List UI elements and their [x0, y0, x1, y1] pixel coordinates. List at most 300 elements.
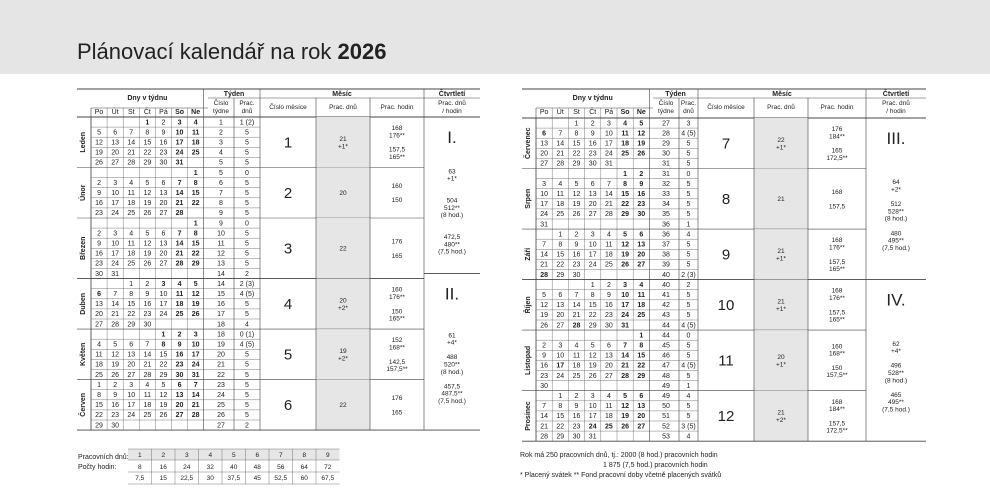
day-number: 23: [588, 150, 597, 158]
day-name: So: [620, 109, 630, 116]
month-number: 9: [721, 246, 731, 264]
day-number: 7: [542, 241, 547, 249]
month-hours-header: Prac. hodin: [820, 104, 854, 111]
week-number: 9: [219, 210, 223, 218]
week-number: 7: [219, 190, 223, 197]
day-number: 9: [574, 241, 579, 249]
week-workdays: 4 (5): [681, 130, 696, 138]
day-number: 8: [129, 291, 134, 298]
workdays-header: dnů: [683, 108, 694, 115]
day-number: 14: [175, 240, 184, 248]
week-number: 27: [217, 422, 225, 430]
month-days: 22: [339, 402, 347, 410]
week-workdays: 5: [686, 261, 691, 269]
day-number: 24: [111, 210, 120, 218]
day-number: 2: [574, 231, 579, 239]
day-number: 5: [542, 292, 547, 299]
month-name: Duben: [80, 292, 87, 315]
day-number: 25: [572, 372, 581, 380]
day-number: 14: [111, 301, 120, 309]
day-number: 3: [558, 342, 563, 350]
day-number: 1: [623, 170, 628, 178]
day-number: 9: [113, 392, 118, 399]
quarter-info: 495**: [888, 237, 904, 245]
day-number: 3: [623, 281, 628, 289]
day-number: 21: [540, 423, 548, 431]
day-number: 14: [143, 351, 152, 359]
day-number: 11: [95, 351, 103, 359]
week-workdays: 0: [245, 169, 249, 177]
day-number: 16: [111, 402, 120, 410]
month-days: +2*: [776, 416, 786, 424]
day-number: 14: [621, 352, 629, 360]
day-number: 5: [161, 381, 166, 389]
day-number: 30: [605, 322, 613, 330]
day-number: 2: [542, 342, 547, 350]
day-number: 16: [572, 251, 581, 259]
day-number: 16: [143, 301, 152, 309]
week-number: 46: [662, 352, 670, 360]
month-days: 21: [777, 247, 785, 255]
week-workdays: 4 (5): [239, 341, 255, 349]
week-workdays: 1: [686, 221, 691, 229]
week-workdays: 5: [686, 180, 691, 188]
day-number: 24: [556, 372, 565, 380]
day-number: 26: [540, 322, 548, 330]
day-number: 8: [590, 292, 595, 299]
quarter-info: (8 hod.): [440, 368, 464, 376]
month-number: 3: [283, 240, 293, 258]
day-number: 23: [572, 423, 581, 431]
day-number: 24: [588, 423, 597, 431]
week-workdays: 5: [686, 342, 691, 350]
day-number: 10: [159, 291, 168, 298]
month-days: +2*: [338, 304, 348, 312]
day-number: 9: [145, 291, 150, 298]
day-number: 16: [637, 191, 646, 198]
day-number: 20: [175, 402, 184, 410]
day-number: 6: [639, 231, 644, 239]
day-number: 7: [193, 381, 198, 389]
week-number: 23: [217, 381, 225, 389]
day-number: 18: [191, 139, 200, 147]
month-hours: 157,5: [828, 420, 846, 428]
day-number: 17: [127, 402, 136, 410]
day-number: 25: [621, 150, 629, 158]
week-workdays: 1: [686, 382, 691, 390]
week-workdays: 5: [245, 412, 249, 420]
month-number: 12: [717, 407, 735, 425]
day-number: 12: [637, 130, 646, 138]
day-number: 18: [621, 140, 629, 148]
month-hours: 165: [391, 409, 403, 417]
month-days: +1*: [776, 305, 786, 313]
day-number: 22: [159, 361, 168, 369]
day-number: 5: [590, 342, 595, 350]
month-name: Září: [525, 247, 532, 261]
week-number: 53: [662, 433, 670, 441]
day-number: 13: [605, 352, 613, 360]
week-number: 27: [662, 120, 670, 128]
day-number: 26: [143, 210, 152, 218]
quarter-info: (8 hod.): [884, 215, 908, 223]
day-number: 13: [111, 139, 120, 147]
day-number: 6: [129, 341, 134, 349]
day-number: 29: [191, 260, 200, 268]
footer-day: 2: [161, 452, 166, 459]
footer-hours75: 52,5: [274, 475, 288, 482]
week-number: 10: [217, 230, 225, 238]
day-number: 10: [540, 191, 548, 198]
month-hours: 168: [831, 287, 843, 295]
week-workdays: 5: [245, 200, 249, 208]
day-number: 16: [605, 302, 613, 310]
day-number: 3: [542, 180, 547, 188]
month-hours: 176: [391, 394, 403, 402]
day-number: 28: [621, 372, 629, 380]
day-number: 15: [621, 191, 629, 198]
day-number: 2: [113, 381, 118, 389]
day-number: 22: [95, 412, 103, 420]
day-number: 7: [129, 129, 134, 137]
day-number: 23: [637, 201, 646, 209]
quarter-sub: Prac. dnů: [882, 100, 910, 107]
day-number: 1: [574, 120, 579, 128]
week-number: 44: [662, 322, 670, 330]
day-name: Ne: [191, 109, 201, 116]
day-number: 16: [95, 200, 103, 208]
day-number: 30: [143, 321, 152, 329]
month-hours: 172,5**: [826, 154, 848, 162]
month-no-header: Číslo měsíce: [269, 104, 307, 111]
day-number: 21: [572, 312, 581, 320]
footer-hours75: 60: [300, 475, 308, 482]
week-header: Týden: [665, 91, 686, 98]
day-number: 24: [621, 312, 629, 320]
month-days: 20: [777, 353, 785, 361]
day-number: 19: [588, 362, 597, 370]
month-number: 1: [283, 134, 293, 152]
day-number: 15: [191, 240, 200, 248]
week-number: 6: [219, 179, 223, 187]
week-number: 18: [217, 321, 225, 329]
day-number: 24: [111, 260, 120, 268]
footer-hours75: 30: [206, 475, 214, 482]
week-workdays: 5: [245, 240, 249, 248]
day-number: 26: [95, 159, 103, 167]
week-workdays: 5: [245, 381, 249, 389]
day-number: 18: [637, 302, 646, 310]
quarter-roman: III.: [886, 129, 906, 148]
day-number: 7: [558, 130, 563, 138]
day-number: 23: [572, 261, 581, 269]
day-number: 11: [175, 291, 184, 298]
week-number: 42: [662, 302, 670, 310]
month-days: 21: [777, 409, 785, 417]
day-number: 8: [623, 180, 628, 188]
week-number: 9: [219, 220, 223, 228]
quarter-info: 62: [892, 340, 900, 348]
day-number: 22: [572, 150, 581, 158]
month-hours: 176**: [389, 132, 405, 140]
day-number: 20: [637, 413, 646, 421]
week-workdays: 5: [245, 392, 249, 399]
day-number: 28: [175, 210, 184, 218]
day-number: 28: [556, 160, 565, 168]
day-number: 9: [97, 240, 102, 248]
day-number: 26: [111, 371, 120, 379]
week-workdays: 5: [686, 403, 691, 411]
day-number: 22: [556, 261, 565, 269]
day-number: 24: [159, 311, 168, 319]
day-number: 28: [191, 412, 200, 420]
day-number: 31: [111, 270, 120, 278]
day-number: 2: [606, 281, 611, 289]
day-number: 12: [621, 403, 629, 411]
day-number: 16: [95, 250, 103, 258]
day-number: 27: [127, 371, 136, 379]
day-number: 3: [590, 231, 595, 239]
day-name: Pá: [159, 109, 168, 116]
day-number: 25: [127, 260, 136, 268]
day-name: Út: [111, 109, 119, 116]
day-number: 26: [621, 261, 629, 269]
week-number: 36: [662, 231, 670, 239]
day-number: 6: [177, 381, 182, 389]
month-name: Prosinec: [525, 401, 532, 431]
day-number: 21: [111, 311, 120, 319]
day-number: 28: [540, 433, 548, 441]
day-number: 25: [143, 412, 152, 420]
day-number: 27: [95, 321, 103, 329]
day-number: 26: [588, 372, 597, 380]
month-name: Červen: [80, 392, 87, 417]
week-number: 29: [662, 140, 670, 148]
day-number: 1: [639, 332, 644, 340]
day-number: 22: [588, 312, 597, 320]
day-number: 29: [556, 433, 565, 441]
day-number: 28: [540, 271, 548, 279]
day-number: 20: [159, 250, 168, 258]
week-workdays: 3: [686, 120, 691, 128]
day-number: 18: [572, 362, 581, 370]
footer-label-days: Pracovních dnů:: [78, 454, 129, 461]
month-hours: 157,5**: [826, 372, 848, 380]
week-number: 16: [217, 301, 225, 309]
day-number: 2: [574, 393, 579, 400]
week-number: 33: [662, 191, 670, 198]
day-number: 11: [637, 292, 646, 299]
day-number: 18: [605, 413, 613, 421]
quarter-info: +4*: [891, 348, 901, 356]
day-number: 31: [605, 160, 613, 168]
day-number: 11: [143, 392, 151, 399]
day-number: 4: [558, 180, 563, 188]
day-number: 27: [605, 372, 613, 380]
week-number: 47: [662, 362, 670, 370]
day-number: 12: [143, 190, 152, 197]
day-number: 25: [191, 149, 200, 157]
footer-day: 6: [255, 452, 260, 459]
week-workdays: 5: [245, 159, 249, 167]
month-days: 21: [339, 135, 347, 143]
week-number: 49: [662, 382, 670, 390]
month-hours: 165**: [389, 153, 405, 161]
day-number: 23: [159, 149, 168, 157]
day-number: 10: [191, 341, 200, 349]
quarter-info: (7,5 hod.): [882, 244, 910, 252]
week-workdays: 5: [686, 160, 691, 168]
week-number: 1: [219, 119, 223, 127]
month-days: +1*: [776, 361, 786, 369]
day-number: 27: [175, 412, 184, 420]
day-name: Čt: [589, 109, 597, 116]
day-number: 6: [161, 230, 166, 238]
week-number: 40: [662, 271, 670, 279]
day-number: 22: [191, 250, 200, 258]
week-workdays: 2 (3): [681, 271, 696, 279]
day-number: 23: [143, 311, 152, 319]
day-number: 19: [159, 402, 168, 410]
quarter-info: 472,5: [443, 234, 461, 242]
month-number: 10: [717, 296, 735, 314]
week-workdays: 2 (3): [239, 280, 255, 288]
day-number: 16: [588, 140, 597, 148]
title-text: Plánovací kalendář na rok: [77, 39, 332, 64]
month-hours: 168**: [389, 344, 405, 352]
day-number: 29: [588, 322, 597, 330]
day-number: 13: [95, 301, 103, 309]
day-number: 27: [556, 322, 565, 330]
day-number: 18: [127, 250, 136, 258]
day-number: 4: [145, 381, 150, 389]
month-name: Únor: [80, 184, 87, 201]
day-number: 30: [637, 211, 646, 219]
day-number: 14: [540, 413, 548, 421]
day-number: 17: [191, 351, 200, 359]
day-number: 30: [111, 422, 120, 430]
week-workdays: 0: [686, 332, 691, 340]
day-name: St: [127, 109, 135, 116]
week-number: 34: [662, 201, 670, 209]
week-number: 15: [217, 291, 225, 298]
footer-hours75: 67,5: [321, 475, 335, 482]
day-number: 8: [558, 241, 563, 249]
day-number: 12: [572, 191, 581, 198]
day-number: 11: [572, 352, 581, 360]
day-number: 11: [127, 240, 135, 248]
day-number: 8: [193, 230, 198, 238]
day-number: 10: [111, 190, 120, 197]
footer-hours75: 7,5: [135, 475, 145, 482]
day-number: 30: [159, 159, 168, 167]
day-number: 13: [159, 240, 168, 248]
quarter-sub: / hodin: [442, 108, 462, 115]
quarter-info: 465: [890, 391, 902, 399]
week-number: 41: [662, 292, 670, 299]
day-number: 21: [556, 150, 565, 158]
day-number: 2: [177, 331, 182, 339]
day-number: 4: [129, 230, 134, 238]
day-number: 24: [605, 150, 613, 158]
day-number: 17: [605, 140, 613, 148]
day-number: 15: [127, 301, 136, 309]
footer-day: 1: [137, 452, 142, 459]
day-number: 15: [191, 190, 200, 197]
quarter-info: +1*: [447, 175, 457, 183]
week-no-header: týdne: [213, 108, 229, 115]
day-number: 29: [159, 371, 168, 379]
day-number: 23: [605, 312, 613, 320]
day-number: 10: [588, 403, 597, 411]
week-number: 44: [662, 332, 670, 340]
day-number: 21: [127, 149, 136, 157]
week-number: 21: [217, 361, 225, 369]
week-workdays: 5: [686, 191, 691, 198]
day-number: 6: [113, 129, 118, 137]
month-hours: 184**: [829, 133, 845, 141]
footer-hours75: 45: [253, 475, 261, 482]
day-number: 28: [605, 211, 613, 219]
week-workdays: 5: [245, 149, 249, 157]
week-workdays: 5: [245, 230, 249, 238]
day-number: 7: [542, 403, 547, 411]
day-number: 10: [127, 392, 136, 399]
day-number: 21: [191, 402, 200, 410]
day-number: 23: [540, 372, 548, 380]
quarter-header: Čtvrtletí: [438, 91, 466, 98]
week-number: 35: [662, 211, 670, 219]
footer-note-2: 1 875 (7,5 hod.) pracovních hodin: [603, 462, 708, 469]
week-workdays: 5: [686, 150, 691, 158]
day-number: 5: [574, 180, 579, 188]
day-number: 20: [127, 361, 136, 369]
day-number: 23: [95, 260, 103, 268]
week-workdays: 4: [686, 393, 691, 400]
day-number: 2: [161, 119, 166, 127]
month-hours: 142,5: [388, 358, 406, 366]
day-number: 1: [558, 393, 563, 400]
title-year: 2026: [337, 39, 387, 64]
week-workdays: 5: [245, 139, 249, 147]
day-number: 13: [159, 190, 168, 197]
quarter-info: 512: [890, 201, 902, 209]
week-number: 51: [662, 413, 670, 421]
day-number: 29: [143, 159, 152, 167]
day-number: 6: [542, 130, 547, 138]
week-number: 28: [662, 130, 670, 138]
day-number: 4: [574, 342, 579, 350]
quarter-info: 520**: [444, 361, 460, 369]
quarter-header: Čtvrtletí: [882, 91, 910, 98]
day-number: 29: [637, 372, 646, 380]
week-workdays: 4 (5): [681, 362, 696, 370]
day-number: 10: [605, 130, 613, 138]
week-no-header: Číslo: [213, 100, 229, 107]
week-workdays: 3 (5): [681, 423, 696, 431]
month-hours: 176**: [389, 293, 405, 301]
week-number: 11: [217, 240, 225, 248]
day-number: 17: [111, 250, 120, 258]
month-days: +2*: [338, 355, 348, 363]
workdays-header: dnů: [241, 108, 253, 115]
month-days: 21: [777, 196, 785, 204]
day-number: 12: [111, 351, 120, 359]
day-number: 16: [572, 413, 581, 421]
day-number: 1: [193, 169, 198, 177]
footer-hours75: 37,5: [227, 475, 241, 482]
day-number: 9: [639, 180, 644, 188]
